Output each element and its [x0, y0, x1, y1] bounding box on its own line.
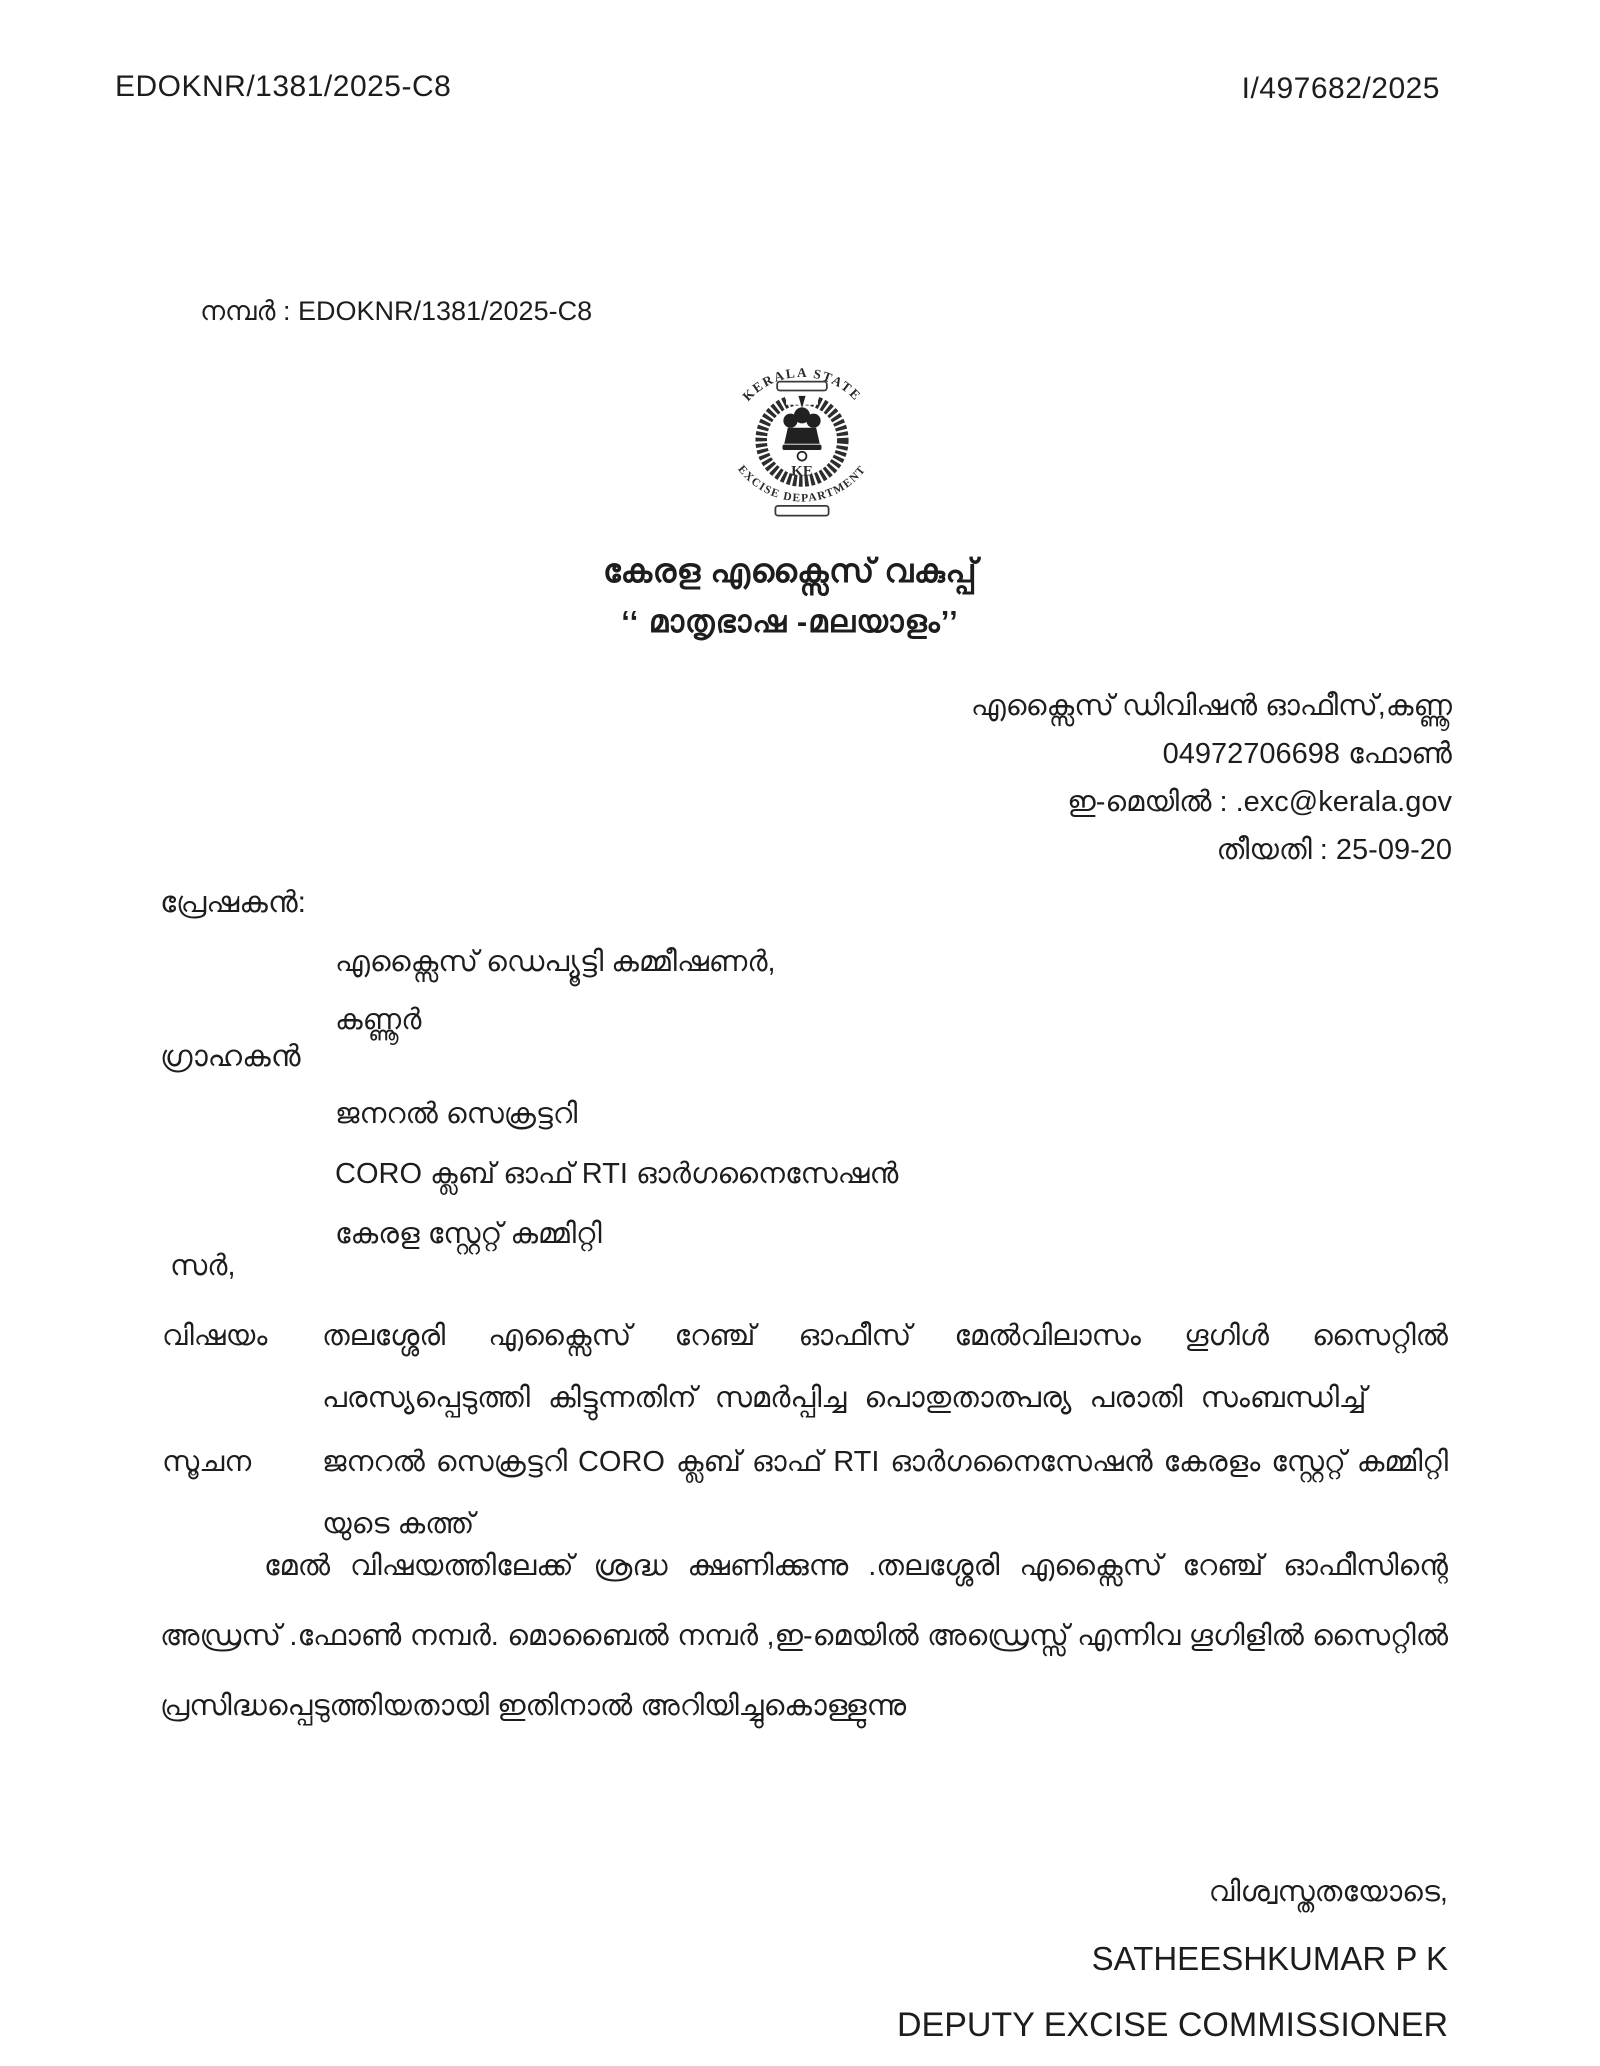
body-line: മേൽ വിഷയത്തിലേക്ക് ശ്രദ്ധ ക്ഷണിക്കുന്നു .തലശ്ശേരി എക്സൈസ് റേഞ്ച് ഓഫീസിന്റെ [264, 1550, 1448, 1582]
subject-line: പരസ്യപ്പെടുത്തി കിട്ടുന്നതിന് സമർപ്പിച്ച പൊതുതാത്പര്യ പരാതി സംബന്ധിച്ച് [322, 1382, 1367, 1414]
motto-line: ‘‘ മാതൃഭാഷ -മലയാളം’’ [621, 604, 959, 639]
excise-department-seal-icon [722, 332, 882, 536]
signatory-name: SATHEESHKUMAR P K [1091, 1940, 1448, 1977]
to-name: ജനറൽ സെക്രട്ടറി [335, 1098, 578, 1130]
to-label: ഗ്രാഹകൻ [160, 1040, 301, 1073]
salutation: സർ, [170, 1250, 236, 1282]
reference-line: ജനറൽ സെക്രട്ടറി CORO ക്ലബ് ഓഫ് RTI ഓർഗനൈസേഷൻ കേരളം സ്റ്റേറ്റ് കമ്മിറ്റി [322, 1446, 1448, 1478]
body-line: അഡ്രസ് .ഫോൺ നമ്പർ. മൊബൈൽ നമ്പർ ,ഇ-മെയിൽ അഡ്രെസ്സ് എന്നിവ ഗൂഗിളിൽ സൈറ്റിൽ [160, 1620, 1448, 1652]
subject-line: തലശ്ശേരി എക്സൈസ് റേഞ്ച് ഓഫീസ് മേൽവിലാസം ഗൂഗിൾ സൈറ്റിൽ [322, 1320, 1448, 1352]
office-address-block [971, 682, 1452, 874]
chakra-icon [798, 452, 807, 461]
office-address-line: എക്സൈസ് ഡിവിഷൻ ഓഫീസ്,കണ്ണൂ [970, 690, 1452, 722]
department-title: കേരള എക്സൈസ് വകുപ്പ് [602, 552, 978, 589]
reference-line: യുടെ കത്ത് [322, 1508, 475, 1540]
file-number-right: I/497682/2025 [1241, 72, 1440, 105]
reference-label: സൂചന [162, 1446, 252, 1478]
seal-bottom-text: EXCISE DEPARTMENT [735, 463, 869, 505]
office-phone-line: 04972706698 ഫോൺ [1162, 738, 1452, 770]
signatory-designation: DEPUTY EXCISE COMMISSIONER [896, 2006, 1448, 2044]
to-organization: CORO ക്ലബ് ഓഫ് RTI ഓർഗനൈസേഷൻ [335, 1158, 899, 1190]
office-email-line: ഇ-മെയിൽ : .exc@kerala.gov [1067, 786, 1452, 818]
document-number-line: നമ്പർ : EDOKNR/1381/2025-C8 [200, 296, 593, 326]
top-ribbon [777, 382, 827, 391]
body-line: പ്രസിദ്ധപ്പെടുത്തിയതായി ഇതിനാൽ അറിയിച്ചുകൊള്ളുന്നു [160, 1690, 907, 1722]
seal-monogram: KE [791, 463, 813, 480]
bottom-ribbon [775, 506, 828, 516]
office-date-line: തീയതി : 25-09-20 [1216, 834, 1452, 866]
from-label: പ്രേഷകൻ: [160, 886, 307, 919]
from-designation: എക്സൈസ് ഡെപ്യൂട്ടി കമ്മീഷണർ, [335, 946, 776, 978]
seal-top-text: KERALA STATE [739, 364, 865, 404]
to-committee: കേരള സ്റ്റേറ്റ് കമ്മിറ്റി [335, 1218, 602, 1250]
ref-number-left: EDOKNR/1381/2025-C8 [115, 70, 452, 103]
closing-line: വിശ്വസ്തതയോടെ, [1208, 1876, 1448, 1908]
from-place: കണ്ണൂർ [335, 1004, 422, 1036]
subject-label: വിഷയം [162, 1320, 268, 1352]
